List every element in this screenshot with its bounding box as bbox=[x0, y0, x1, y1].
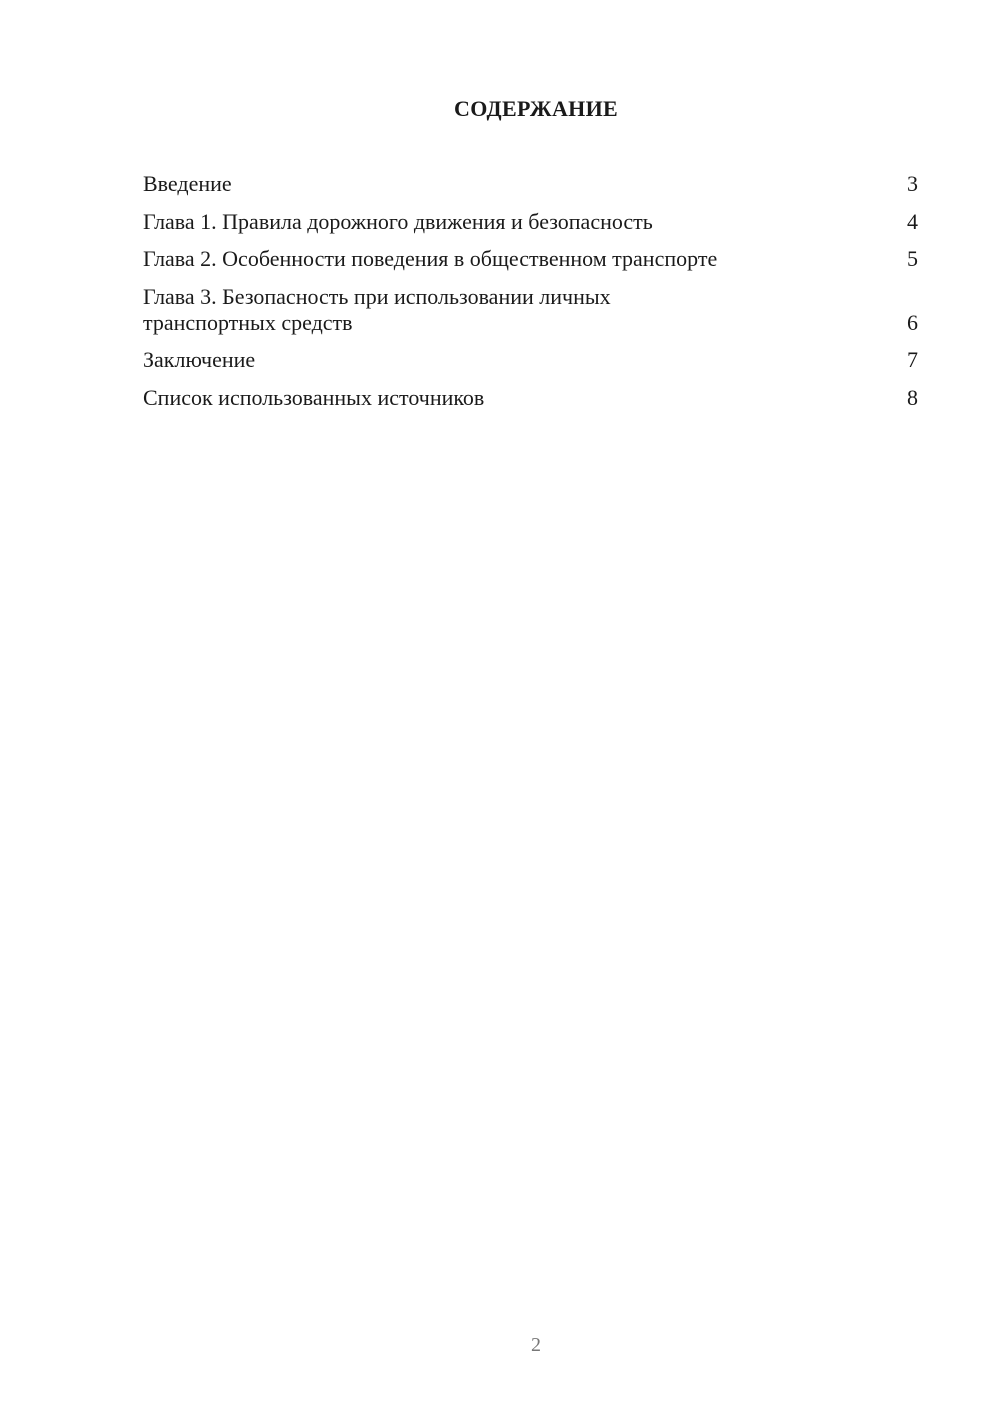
toc-entry-text: Список использованных источников bbox=[143, 384, 485, 410]
toc-entry-page: 5 bbox=[907, 246, 918, 271]
toc-entry-text: Глава 1. Правила дорожного движения и безопасность bbox=[143, 208, 653, 234]
toc-entry-conclusion bbox=[143, 347, 919, 373]
toc-entry-page: 8 bbox=[907, 384, 918, 410]
page-number: 2 bbox=[531, 1334, 541, 1356]
toc-entry-references bbox=[143, 385, 919, 411]
toc-entry-chapter-1 bbox=[143, 209, 919, 235]
toc-entry-chapter-2 bbox=[143, 246, 919, 272]
toc-entry-text: Глава 3. Безопасность при использовании личных транспортных средств bbox=[143, 283, 611, 335]
page-title: СОДЕРЖАНИЕ bbox=[454, 96, 618, 121]
toc-entry-text: Введение bbox=[143, 171, 232, 196]
toc-entry-page: 6 bbox=[907, 309, 918, 335]
toc-entry-page: 4 bbox=[907, 208, 918, 234]
toc-entry-introduction bbox=[143, 171, 919, 197]
toc-entry-chapter-3 bbox=[143, 284, 919, 336]
toc-entry-text: Глава 2. Особенности поведения в общественном транспорте bbox=[143, 246, 718, 271]
toc-entry-page: 7 bbox=[907, 347, 918, 372]
toc-entry-page: 3 bbox=[907, 171, 918, 196]
table-of-contents bbox=[143, 171, 919, 422]
toc-entry-text: Заключение bbox=[143, 347, 256, 372]
